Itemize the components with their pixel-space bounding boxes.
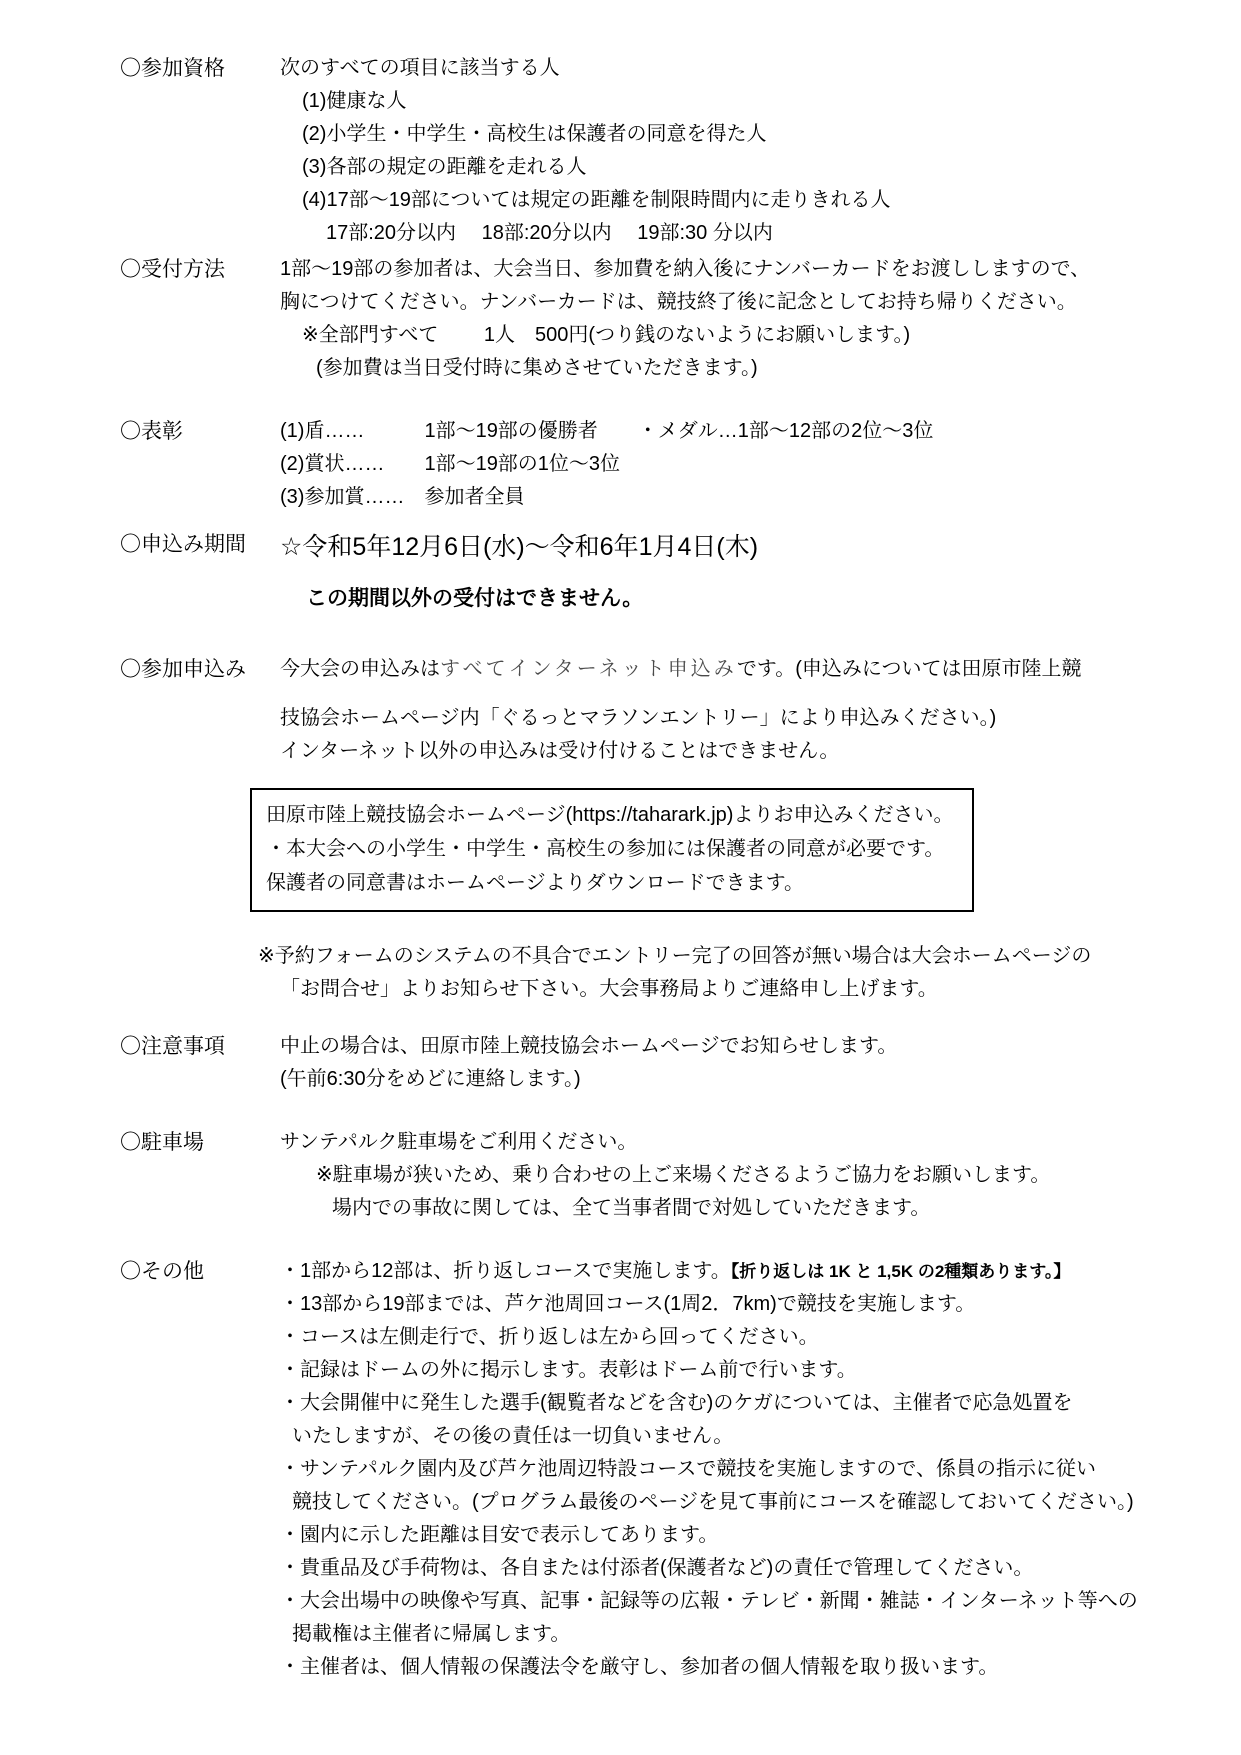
awards-item2: (2)賞状…… 1部～19部の1位～3位 [280,453,621,475]
section-content-application [258,653,1186,1006]
application-line2: 技協会ホームページ内「ぐるっとマラソンエントリー」により申込みください。) [280,707,997,729]
section-other [120,1255,1186,1684]
other-bullet-5: ・大会開催中に発生した選手(観覧者などを含む)のケガについては、主催者で応急処置を [280,1392,1073,1414]
section-content-qualification [280,52,1186,250]
section-content-notes [280,1030,1186,1096]
application-line1 [280,653,1186,686]
application-form-note2: 「お問合せ」よりお知らせ下さい。大会事務局よりご連絡申し上げます。 [280,978,938,1000]
other-bullet-4: ・記録はドームの外に掲示します。表彰はドーム前で行います。 [280,1359,857,1381]
section-content-awards [280,415,1186,514]
other-bullet-5-cont: いたしますが、その後の責任は一切負いません。 [292,1425,734,1447]
other-bullet-8: ・貴重品及び手荷物は、各自または付添者(保護者など)の責任で管理してください。 [280,1557,1034,1579]
qualification-intro: 次のすべての項目に該当する人 [280,57,560,79]
parking-line2: ※駐車場が狭いため、乗り合わせの上ご来場くださるようご協力をお願いします。 [316,1164,1051,1186]
section-content-other [280,1255,1186,1684]
reception-fee-note: (参加費は当日受付時に集めさせていただきます。) [316,357,758,379]
application-period-warning: この期間以外の受付はできません。 [306,587,644,610]
other-bullet-9-cont: 掲載権は主催者に帰属します。 [292,1623,571,1645]
notes-line2: (午前6:30分をめどに連絡します。) [280,1068,581,1090]
other-bullet-1-note: 【折り返しは 1K と 1,5K の2種類あります。】 [730,1262,1071,1281]
other-bullet-6-cont: 競技してください。(プログラム最後のページを見て事前にコースを確認しておいてください。) [292,1491,1134,1513]
section-label-parking: 〇駐車場 [120,1131,204,1154]
application-period-date: ☆令和5年12月6日(水)～令和6年1月4日(木) [280,533,759,561]
parking-line1: サンテパルク駐車場をご利用ください。 [280,1131,638,1153]
section-label-reception: 〇受付方法 [120,258,225,281]
info-box-line2: ・本大会への小学生・中学生・高校生の参加には保護者の同意が必要です。 [266,838,945,860]
reception-line2: 胸につけてください。ナンバーカードは、競技終了後に記念としてお持ち帰りください。 [280,291,1077,313]
application-line1-highlight: すべてインターネット申込み [440,658,737,680]
other-bullet-1-main: ・1部から12部は、折り返しコースで実施します。 [280,1260,731,1282]
section-content-application-period [280,528,1186,615]
section-application [120,653,1186,1006]
info-box-line3: 保護者の同意書はホームページよりダウンロードできます。 [266,872,804,894]
section-notes [120,1030,1186,1096]
section-awards [120,415,1186,514]
section-reception [120,253,1186,385]
qualification-item: (3)各部の規定の距離を走れる人 [302,156,587,178]
application-form-note1: ※予約フォームのシステムの不具合でエントリー完了の回答が無い場合は大会ホームページの [258,945,1092,967]
other-bullet-1 [280,1255,1186,1288]
other-bullet-2: ・13部から19部までは、芦ケ池周回コース(1周2．7km)で競技を実施します。 [280,1293,976,1315]
reception-fee-line: ※全部門すべて 1人 500円(つり銭のないようにお願いします。) [302,324,911,346]
section-qualification [120,52,1186,250]
other-bullet-6: ・サンテパルク園内及び芦ケ池周辺特設コースで競技を実施しますので、係員の指示に従い [280,1458,1096,1480]
parking-line3: 場内での事故に関しては、全て当事者間で対処していただきます。 [332,1197,931,1219]
notes-line1: 中止の場合は、田原市陸上競技協会ホームページでお知らせします。 [280,1035,898,1057]
other-bullet-3: ・コースは左側走行で、折り返しは左から回ってください。 [280,1326,819,1348]
section-label-qualification: 〇参加資格 [120,57,225,80]
reception-line1: 1部～19部の参加者は、大会当日、参加費を納入後にナンバーカードをお渡ししますので、 [280,258,1091,280]
application-line1-prefix: 今大会の申込みは [280,658,440,680]
section-label-application-period: 〇申込み期間 [120,533,246,556]
application-line3: インターネット以外の申込みは受け付けることはできません。 [280,740,840,762]
application-info-box [250,788,974,912]
qualification-item: (2)小学生・中学生・高校生は保護者の同意を得た人 [302,123,767,145]
section-label-awards: 〇表彰 [120,420,183,443]
section-application-period [120,528,1186,615]
section-parking [120,1126,1186,1225]
application-line1-suffix: です。(申込みについては田原市陸上競 [736,658,1082,680]
section-label-notes: 〇注意事項 [120,1035,225,1058]
section-label-application: 〇参加申込み [120,658,246,681]
section-label-other: 〇その他 [120,1260,204,1283]
awards-item1: (1)盾…… 1部～19部の優勝者 ・メダル…1部～12部の2位～3位 [280,420,934,442]
other-bullet-10: ・主催者は、個人情報の保護法令を厳守し、参加者の個人情報を取り扱います。 [280,1656,999,1678]
info-box-line1: 田原市陸上競技協会ホームページ(https://taharark.jp)よりお申込みください。 [266,804,954,826]
qualification-time-limits: 17部:20分以内 18部:20分以内 19部:30 分以内 [326,222,773,244]
awards-item3: (3)参加賞…… 参加者全員 [280,486,525,508]
qualification-item: (4)17部～19部については規定の距離を制限時間内に走りきれる人 [302,189,891,211]
other-bullet-7: ・園内に示した距離は目安で表示してあります。 [280,1524,719,1546]
section-content-parking [280,1126,1186,1225]
qualification-item: (1)健康な人 [302,90,407,112]
section-content-reception [280,253,1186,385]
other-bullet-9: ・大会出場中の映像や写真、記事・記録等の広報・テレビ・新聞・雑誌・インターネット等への [280,1590,1138,1612]
